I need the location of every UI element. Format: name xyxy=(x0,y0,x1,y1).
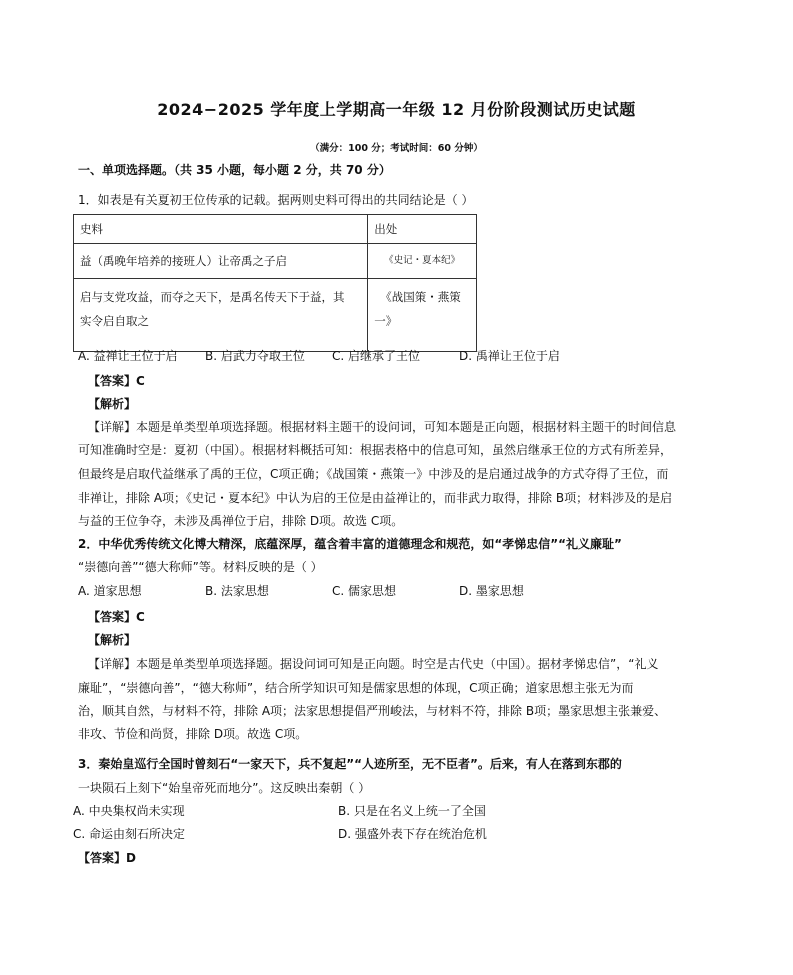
q2-option-d: D. 墨家思想 xyxy=(459,584,524,598)
q2-stem: 2．中华优秀传统文化博大精深，底蕴深厚，蕴含着丰富的道德理念和规范，如“孝悌忠信”“礼义廉耻” xyxy=(78,537,622,551)
q2-detail-line: 廉耻”，“崇德向善”，“德大称师”，结合所学知识可知是儒家思想的体现，C项正确；道家思想主张无为而 xyxy=(78,681,634,695)
q2-option-c: C. 儒家思想 xyxy=(332,584,397,598)
q2-option-a: A. 道家思想 xyxy=(78,584,142,598)
q2-detail-line: 【详解】本题是单类型单项选择题。据设问词可知是正向题。时空是古代史（中国）。据材孝悌忠信”，“礼义 xyxy=(88,657,659,671)
table-cell-text-line: 实令启自取之 xyxy=(80,314,149,328)
table-cell-source-line: 《战国策・燕策 xyxy=(380,290,461,304)
q3-stem-cont: 一块陨石上刻下“始皇帝死而地分”。这反映出秦朝（ ） xyxy=(78,781,371,795)
q1-option-c: C. 启继承了王位 xyxy=(332,349,421,363)
q1-source-table xyxy=(73,214,477,352)
q2-detail-line: 非攻、节俭和尚贤，排除 D项。故选 C项。 xyxy=(78,727,308,741)
table-header-row xyxy=(74,215,477,244)
q2-analysis-label: 【解析】 xyxy=(88,633,137,647)
q3-option-d: D. 强盛外表下存在统治危机 xyxy=(338,827,487,841)
q1-stem: 1．如表是有关夏初王位传承的记载。据两则史料可得出的共同结论是（ ） xyxy=(78,193,474,207)
q1-detail-line: 与益的王位争夺，未涉及禹禅位于启，排除 D项。故选 C项。 xyxy=(78,514,404,528)
q2-answer: 【答案】C xyxy=(88,610,145,624)
table-cell-text-line: 启与支党攻益，而夺之天下，是禹名传天下于益，其 xyxy=(80,290,345,304)
table-cell-text: 益（禹晚年培养的接班人）让帝禹之子启 xyxy=(74,244,368,279)
page-title: 2024−2025 学年度上学期高一年级 12 月份阶段测试历史试题 xyxy=(157,100,636,119)
q3-option-a: A. 中央集权尚未实现 xyxy=(73,804,185,818)
q1-detail-line: 可知准确时空是：夏初（中国）。根据材料概括可知：根据表格中的信息可知，虽然启继承王位的方式有所差异， xyxy=(78,443,673,457)
table-row xyxy=(74,279,477,352)
q1-detail-line: 【详解】本题是单类型单项选择题。根据材料主题干的设问词，可知本题是正向题，根据材料主题干的时间信息 xyxy=(88,420,677,434)
q2-option-b: B. 法家思想 xyxy=(205,584,269,598)
q3-stem: 3．秦始皇巡行全国时曾刻石“一家天下，兵不复起”“人迹所至，无不臣者”。后来，有人在落到东郡的 xyxy=(78,757,622,771)
exam-info: （满分：100 分；考试时间：60 分钟） xyxy=(310,143,483,154)
q1-option-a: A. 益禅让王位于启 xyxy=(78,349,178,363)
q1-detail-line: 但最终是启取代益继承了禹的王位，C项正确；《战国策・燕策一》中涉及的是启通过战争的方式夺得了王位，而 xyxy=(78,467,669,481)
table-row xyxy=(74,244,477,279)
table-cell-text xyxy=(74,279,368,352)
q1-answer: 【答案】C xyxy=(88,374,145,388)
q3-option-c: C. 命运由刻石所决定 xyxy=(73,827,186,841)
q1-option-d: D. 禹禅让王位于启 xyxy=(459,349,560,363)
table-cell-source xyxy=(368,279,477,352)
q3-answer: 【答案】D xyxy=(78,851,136,865)
section-heading: 一、单项选择题。（共 35 小题，每小题 2 分，共 70 分） xyxy=(78,163,391,177)
q1-analysis-label: 【解析】 xyxy=(88,397,137,411)
table-header-origin: 出处 xyxy=(368,215,477,244)
table-header-source: 史料 xyxy=(74,215,368,244)
q2-detail-line: 治，顺其自然，与材料不符，排除 A项；法家思想提倡严刑峻法，与材料不符，排除 B项；墨家思想主张兼爱、 xyxy=(78,704,667,718)
q1-option-b: B. 启武力夺取王位 xyxy=(205,349,305,363)
q2-stem-cont: “崇德向善”“德大称师”等。材料反映的是（ ） xyxy=(78,560,323,574)
table-cell-source: 《史记・夏本纪》 xyxy=(368,244,477,279)
q1-detail-line: 非禅让，排除 A项；《史记・夏本纪》中认为启的王位是由益禅让的，而非武力取得，排除 B项；材料涉及的是启 xyxy=(78,491,673,505)
q3-option-b: B. 只是在名义上统一了全国 xyxy=(338,804,486,818)
table-cell-source-line: 一》 xyxy=(374,314,398,328)
